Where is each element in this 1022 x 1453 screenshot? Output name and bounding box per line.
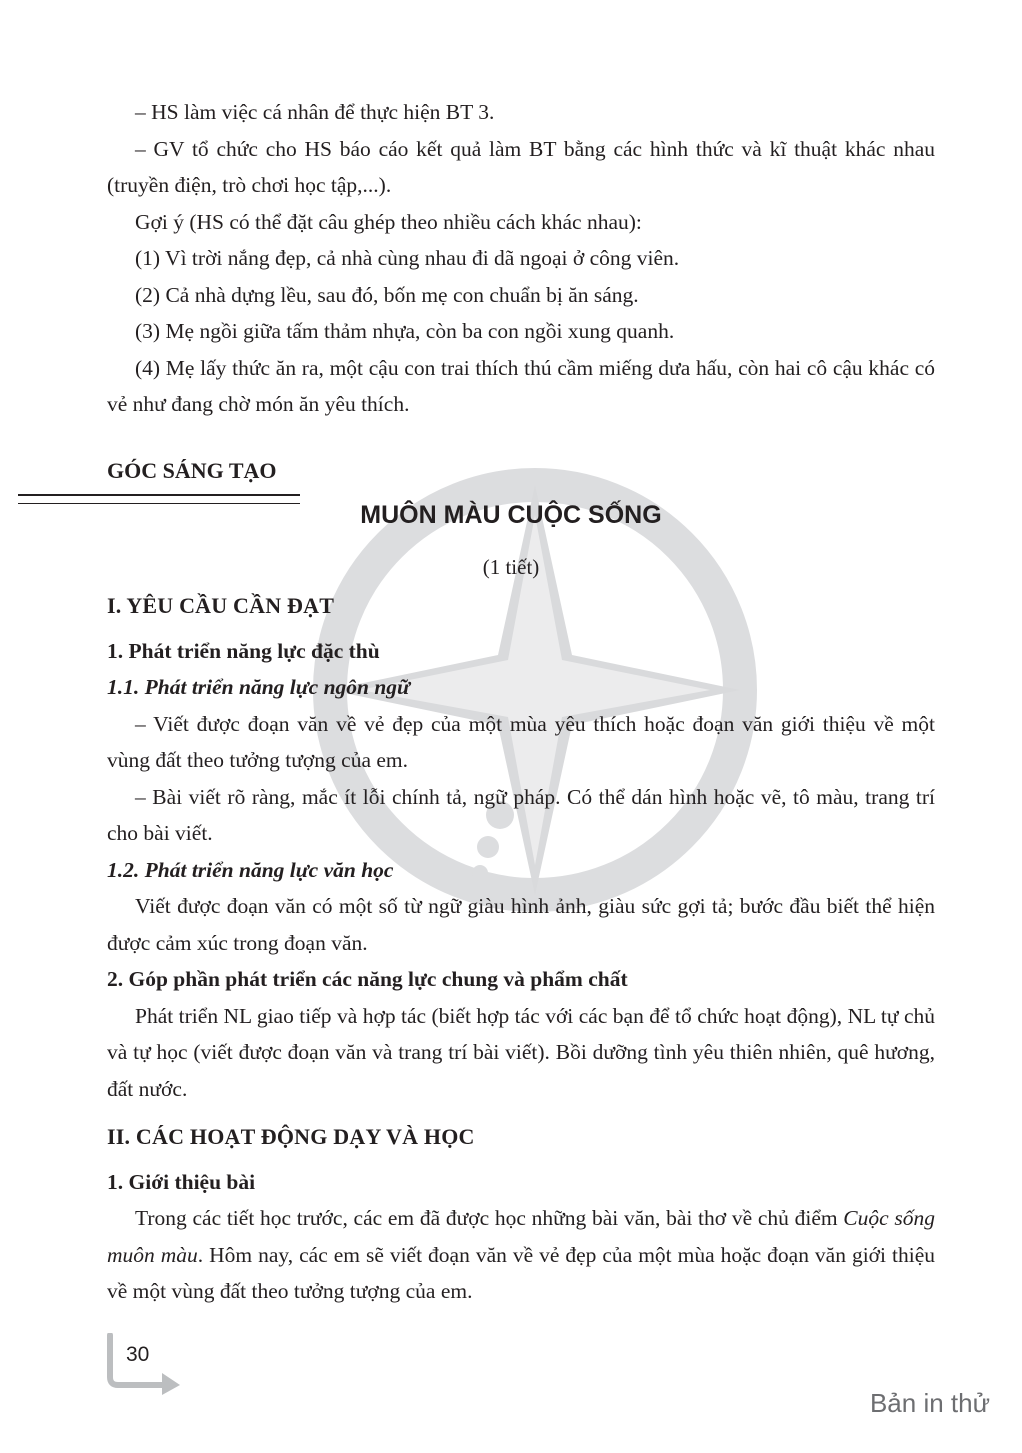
lesson-body <box>107 588 935 1310</box>
page-number: 30 <box>126 1343 150 1366</box>
text-run: . Hôm nay, các em sẽ viết đoạn văn về vẻ đẹp của một mùa hoặc đoạn văn giới thiệu về một vùng đất theo tưởng tượng của em. <box>107 1242 935 1303</box>
corner-heading: GÓC SÁNG TẠO <box>107 458 277 483</box>
subsubsection-heading: 1.1. Phát triển năng lực ngôn ngữ <box>107 675 410 699</box>
paragraph: – HS làm việc cá nhân để thực hiện BT 3. <box>135 100 495 124</box>
lesson-period: (1 tiết) <box>482 555 540 579</box>
subsubsection-heading: 1.2. Phát triển năng lực văn học <box>107 857 394 882</box>
section-heading: II. CÁC HOẠT ĐỘNG DẠY VÀ HỌC <box>107 1124 475 1149</box>
paragraph: Gợi ý (HS có thể đặt câu ghép theo nhiều cách khác nhau): <box>135 209 642 234</box>
paragraph: – Bài viết rõ ràng, mắc ít lỗi chính tả, ngữ pháp. Có thể dán hình hoặc vẽ, tô màu, trang trí cho bài viết. <box>107 784 935 845</box>
paragraph: (4) Mẹ lấy thức ăn ra, một cậu con trai thích thú cầm miếng dưa hấu, còn hai cô cậu khác có vẻ như đang chờ món ăn yêu thích. <box>107 355 935 416</box>
paragraph: Phát triển NL giao tiếp và hợp tác (biết hợp tác với các bạn để tổ chức hoạt động), NL tự chủ và tự học (viết được đoạn văn và trang trí bài viết). Bồi dưỡng tình yêu thiên nhiên, quê hương, đất nước. <box>107 1003 935 1101</box>
subsection-heading: 1. Phát triển năng lực đặc thù <box>107 638 380 663</box>
paragraph: – Viết được đoạn văn về vẻ đẹp của một mùa yêu thích hoặc đoạn văn giới thiệu về một vùng đất theo tưởng tượng của em. <box>107 711 935 772</box>
text-run: Trong các tiết học trước, các em đã được học những bài văn, bài thơ về chủ điểm <box>135 1206 844 1230</box>
paragraph: Viết được đoạn văn có một số từ ngữ giàu hình ảnh, giàu sức gợi tả; bước đầu biết thể hiện được cảm xúc trong đoạn văn. <box>107 894 935 955</box>
subsection-heading: 2. Góp phần phát triển các năng lực chung và phẩm chất <box>107 967 628 991</box>
paragraph: (3) Mẹ ngồi giữa tấm thảm nhựa, còn ba con ngồi xung quanh. <box>135 319 675 343</box>
lesson-title: MUÔN MÀU CUỘC SỐNG <box>360 501 662 529</box>
paragraph <box>107 1200 935 1310</box>
section-heading: I. YÊU CẦU CẦN ĐẠT <box>107 593 335 618</box>
subsection-heading: 1. Giới thiệu bài <box>107 1169 256 1194</box>
intro-block <box>107 94 935 423</box>
paragraph: (2) Cả nhà dựng lều, sau đó, bốn mẹ con chuẩn bị ăn sáng. <box>135 282 639 307</box>
paragraph: – GV tổ chức cho HS báo cáo kết quả làm BT bằng các hình thức và kĩ thuật khác nhau (truyền điện, trò chơi học tập,...). <box>107 136 935 197</box>
italic-title: Cuộc sống muôn màu <box>107 1206 936 1267</box>
paragraph: (1) Vì trời nắng đẹp, cả nhà cùng nhau đi dã ngoại ở công viên. <box>135 246 680 270</box>
draft-label: Bản in thử <box>869 1388 990 1418</box>
